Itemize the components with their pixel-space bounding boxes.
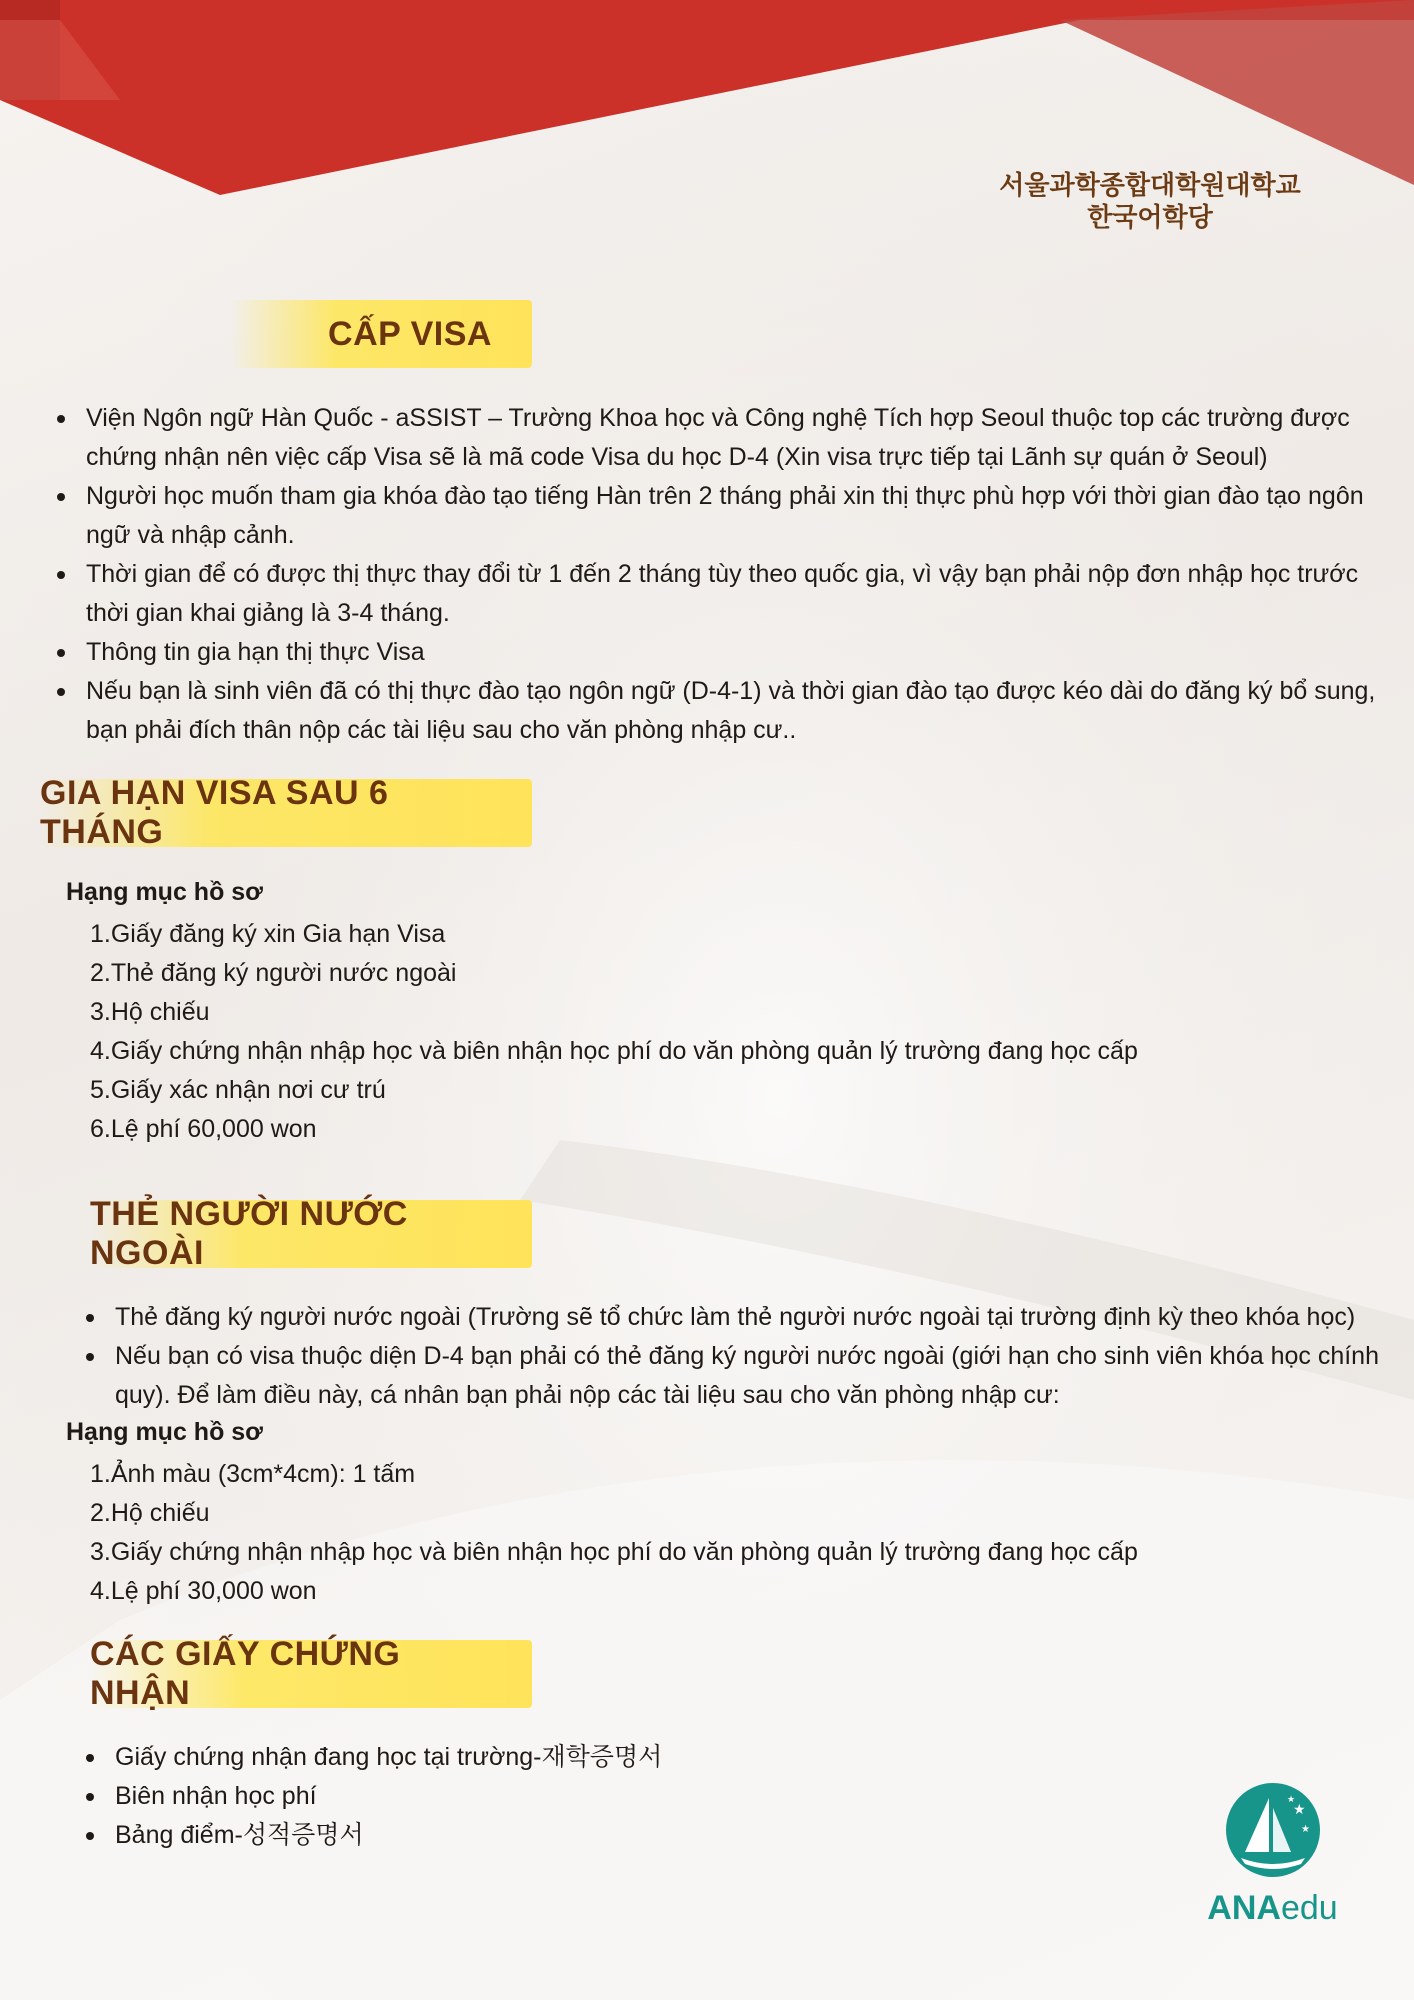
list-item: 6.Lệ phí 60,000 won	[90, 1115, 317, 1143]
list-item: 4.Lệ phí 30,000 won	[90, 1577, 317, 1605]
section-heading-visa: CẤP VISA	[230, 300, 532, 368]
extend-subhead: Hạng mục hồ sơ	[66, 878, 263, 906]
list-item: 1.Ảnh màu (3cm*4cm): 1 tấm	[90, 1460, 416, 1488]
section-heading-certs: CÁC GIẤY CHỨNG NHẬN	[90, 1640, 532, 1708]
visa-bullet-list	[86, 399, 1386, 750]
list-item: 2.Hộ chiếu	[90, 1499, 210, 1527]
list-item: 4.Giấy chứng nhận nhập học và biên nhận học phí do văn phòng quản lý trường đang học cấp	[90, 1037, 1138, 1065]
card-subhead: Hạng mục hồ sơ	[66, 1418, 263, 1446]
list-item: 2.Thẻ đăng ký người nước ngoài	[90, 959, 457, 987]
list-item: Biên nhận học phí	[115, 1777, 1115, 1816]
anaedu-logo	[1195, 1780, 1350, 1928]
svg-text:★: ★	[1286, 1795, 1295, 1805]
logo-brand-light: edu	[1280, 1889, 1338, 1927]
list-item: Giấy chứng nhận đang học tại trường-재학증명서	[115, 1738, 1115, 1777]
section-heading-extend: GIA HẠN VISA SAU 6 THÁNG	[40, 779, 532, 847]
list-item: Thời gian để có được thị thực thay đổi từ 1 đến 2 tháng tùy theo quốc gia, vì vậy bạn phải nộp đơn nhập học trước thời gian khai giảng là 3-4 tháng.	[86, 555, 1386, 633]
logo-brand-bold: ANA	[1207, 1889, 1281, 1927]
svg-text:★: ★	[1300, 1824, 1310, 1835]
list-item: Nếu bạn là sinh viên đã có thị thực đào tạo ngôn ngữ (D-4-1) và thời gian đào tạo được kéo dài do đăng ký bổ sung, bạn phải đích thân nộp các tài liệu sau cho văn phòng nhập cư..	[86, 672, 1386, 750]
list-item: 1.Giấy đăng ký xin Gia hạn Visa	[90, 920, 446, 948]
list-item: Viện Ngôn ngữ Hàn Quốc - aSSIST – Trường Khoa học và Công nghệ Tích hợp Seoul thuộc top các trường được chứng nhận nên việc cấp Visa sẽ là mã code Visa du học D-4 (Xin visa trực tiếp tại Lãnh sự quán ở Seoul)	[86, 399, 1386, 477]
sailboat-stars-icon	[1223, 1780, 1323, 1880]
certs-bullet-list	[115, 1738, 1115, 1855]
logo-wordmark	[1195, 1889, 1350, 1928]
extend-document-list	[90, 915, 1340, 1149]
school-name-line1: 서울과학종합대학원대학교	[999, 171, 1301, 201]
card-bullet-list	[115, 1298, 1385, 1415]
school-name-line2: 한국어학당	[1087, 203, 1213, 233]
list-item: Người học muốn tham gia khóa đào tạo tiếng Hàn trên 2 tháng phải xin thị thực phù hợp với thời gian đào tạo ngôn ngữ và nhập cảnh.	[86, 477, 1386, 555]
list-item: 3.Hộ chiếu	[90, 998, 210, 1026]
svg-text:★: ★	[1292, 1802, 1306, 1818]
list-item: 5.Giấy xác nhận nơi cư trú	[90, 1076, 386, 1104]
list-item: Thẻ đăng ký người nước ngoài (Trường sẽ tổ chức làm thẻ người nước ngoài tại trường định kỳ theo khóa học)	[115, 1298, 1385, 1337]
card-document-list	[90, 1455, 1340, 1611]
list-item: Nếu bạn có visa thuộc diện D-4 bạn phải có thẻ đăng ký người nước ngoài (giới hạn cho sinh viên khóa học chính quy). Để làm điều này, cá nhân bạn phải nộp các tài liệu sau cho văn phòng nhập cư:	[115, 1337, 1385, 1415]
list-item: Bảng điểm-성적증명서	[115, 1816, 1115, 1855]
list-item: 3.Giấy chứng nhận nhập học và biên nhận học phí do văn phòng quản lý trường đang học cấp	[90, 1538, 1138, 1566]
school-name	[960, 170, 1340, 234]
list-item: Thông tin gia hạn thị thực Visa	[86, 633, 1386, 672]
section-heading-card: THẺ NGƯỜI NƯỚC NGOÀI	[90, 1200, 532, 1268]
